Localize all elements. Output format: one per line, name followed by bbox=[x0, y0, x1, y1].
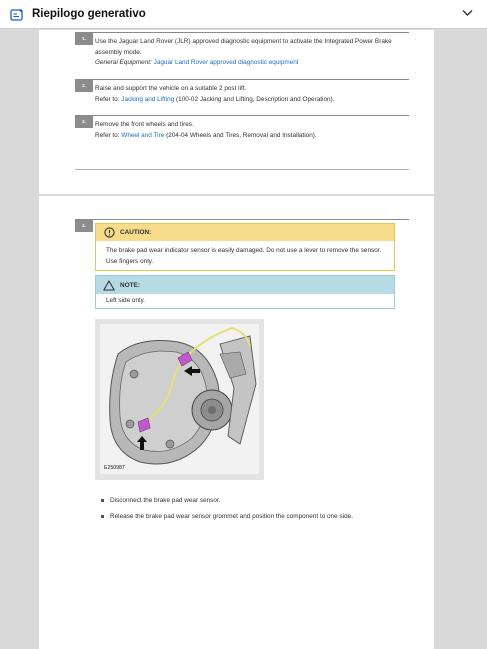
caution-label: CAUTION: bbox=[120, 229, 152, 236]
list-item-text: Disconnect the brake pad wear sensor. bbox=[110, 497, 221, 504]
step-3-refer bbox=[95, 131, 409, 142]
brake-caliper-image bbox=[100, 324, 259, 474]
note-text: Left side only. bbox=[106, 297, 145, 304]
refer-label: Refer to: bbox=[95, 95, 120, 103]
step-number-badge: 3. bbox=[75, 116, 93, 128]
list-item bbox=[101, 509, 411, 525]
note-triangle-icon bbox=[103, 280, 115, 291]
caution-icon bbox=[104, 227, 115, 238]
document-sparkle-icon bbox=[10, 8, 24, 21]
summary-header[interactable] bbox=[0, 0, 487, 29]
step-number-badge: 1. bbox=[75, 33, 93, 45]
list-item-text: Release the brake pad wear sensor grommet and position the component to one side. bbox=[110, 512, 353, 520]
wheel-tire-link[interactable]: Wheel and Tire bbox=[121, 131, 165, 139]
figure-id: E250987 bbox=[104, 465, 125, 471]
step-number-badge: 4. bbox=[75, 220, 93, 232]
step-2-text: Raise and support the vehicle on a suitable 2 post lift. bbox=[95, 85, 247, 92]
step-3-text: Remove the front wheels and tires. bbox=[95, 121, 194, 128]
document-page-1 bbox=[39, 30, 434, 194]
note-box bbox=[95, 275, 395, 309]
refer-detail: (204-04 Wheels and Tires, Removal and Installation). bbox=[166, 131, 317, 139]
step-3-content bbox=[95, 116, 409, 141]
bullet-icon bbox=[101, 515, 104, 518]
page-end-divider bbox=[75, 169, 409, 170]
list-item bbox=[101, 493, 411, 509]
bullet-icon bbox=[101, 499, 104, 502]
equipment-label: General Equipment: bbox=[95, 59, 152, 67]
caution-box bbox=[95, 223, 395, 271]
equipment-link[interactable]: Jaguar Land Rover approved diagnostic equipment bbox=[153, 59, 299, 67]
brake-sensor-illustration bbox=[95, 319, 264, 480]
step-2 bbox=[75, 79, 409, 105]
instruction-list bbox=[101, 493, 411, 524]
step-1 bbox=[75, 32, 409, 69]
document-page-2 bbox=[39, 196, 434, 649]
note-label: NOTE: bbox=[120, 282, 140, 289]
step-4 bbox=[75, 219, 409, 228]
jacking-lifting-link[interactable]: Jacking and Lifting bbox=[121, 95, 175, 103]
step-2-refer bbox=[95, 95, 409, 106]
chevron-down-icon[interactable] bbox=[462, 9, 473, 17]
step-3 bbox=[75, 115, 409, 141]
summary-title: Riepilogo generativo bbox=[32, 8, 146, 20]
note-header bbox=[96, 276, 394, 294]
step-number-badge: 2. bbox=[75, 80, 93, 92]
step-1-equipment bbox=[95, 58, 409, 69]
step-2-content bbox=[95, 80, 409, 105]
refer-detail: (100-02 Jacking and Lifting, Description and Operation). bbox=[176, 95, 335, 103]
caution-header bbox=[96, 224, 394, 241]
step-1-text: Use the Jaguar Land Rover (JLR) approved diagnostic equipment to activate the Integrated Power Brake assembly mode. bbox=[95, 38, 392, 56]
step-1-content bbox=[95, 33, 409, 69]
caution-text: The brake pad wear indicator sensor is easily damaged. Do not use a lever to remove the sensor. Use fingers only. bbox=[106, 247, 382, 265]
refer-label: Refer to: bbox=[95, 131, 120, 139]
